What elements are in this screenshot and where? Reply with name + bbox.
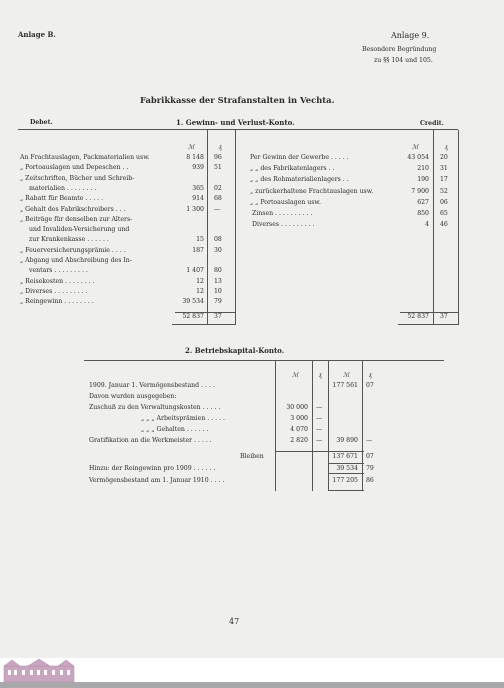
credit-row-pf: 65 — [440, 210, 448, 217]
capital-row-label: Davon wurden ausgegeben: — [89, 393, 177, 400]
debit-row-label: „ Zeitschriften, Bücher und Schreib- — [20, 174, 135, 182]
debit-row-mark: 914 — [192, 195, 204, 203]
capital-row-pf2: 86 — [366, 477, 374, 484]
credit-row-mark: 4 — [425, 221, 429, 229]
debit-row-label: und Invaliden-Versicherung und — [29, 226, 130, 234]
debit-row — [0, 235, 504, 245]
capital-row-pf2: 79 — [366, 465, 374, 472]
debit-row-label: „ Gehalt des Fabrikschreibers . . . — [20, 205, 126, 213]
debit-row — [0, 246, 504, 256]
annex-label-left: Anlage B. — [18, 30, 56, 39]
acc2-sum-rule-2 — [329, 463, 364, 464]
debit-total-pf: 37 — [214, 313, 222, 320]
debit-row — [0, 297, 504, 307]
debit-pf-unit: ₰ — [218, 144, 222, 151]
capital-row-pf1: — — [316, 437, 323, 444]
account1-title: 1. Gewinn- und Verlust-Konto. — [176, 118, 295, 127]
credit-row-label: Diverses . . . . . . . . . — [252, 221, 315, 229]
capital-row-mark1: 3 000 — [290, 415, 308, 422]
capital-row-mark2: 177 561 — [332, 382, 358, 389]
capital-row-label: Hinzu: der Reingewinn pro 1909 . . . . . . — [89, 465, 216, 472]
capital-row — [0, 414, 504, 424]
debit-row-pf: 08 — [214, 236, 222, 244]
debit-row — [0, 266, 504, 276]
credit-row — [0, 175, 504, 185]
capital-row — [0, 403, 504, 413]
credit-row-label: „ „ des Rohmaterialienlagers . . — [250, 176, 349, 184]
capital-row — [0, 381, 504, 391]
debit-row-label: „ Reingewinn . . . . . . . . — [20, 298, 94, 306]
acc2-bottom-rule — [329, 490, 364, 491]
debit-row-label: „ Diverses . . . . . . . . . — [20, 287, 88, 295]
credit-row — [0, 209, 504, 219]
debit-row-label: „ Abgang und Abschreibung des In- — [20, 257, 132, 264]
credit-row-mark: 850 — [417, 210, 429, 217]
debit-row-mark: 939 — [192, 164, 204, 172]
capital-row — [0, 425, 504, 435]
credit-row-label: „ zurückerhaltene Frachtauslagen usw. — [250, 187, 374, 195]
credit-row — [0, 198, 504, 208]
acc2-sum-rule-3 — [329, 473, 364, 474]
credit-row-label: „ „ Portoauslagen usw. — [250, 198, 321, 206]
credit-row-mark: 7 900 — [411, 187, 429, 195]
credit-row-pf: 06 — [440, 198, 448, 206]
credit-row-label: Zinsen . . . . . . . . . . — [252, 210, 313, 217]
credit-row-mark: 190 — [417, 176, 429, 184]
debit-row-pf: 80 — [214, 267, 222, 275]
credit-row — [0, 164, 504, 174]
debit-row-pf: 13 — [214, 277, 222, 285]
credit-total-mark: 52 837 — [407, 313, 429, 320]
annex-label-right: Anlage 9. — [391, 31, 430, 40]
debit-total-mark: 52 837 — [182, 313, 204, 320]
capital-row-pf1: — — [316, 404, 323, 411]
debit-row — [0, 287, 504, 297]
capital-row — [0, 452, 504, 462]
capital-row-label: Vermögensbestand am 1. Januar 1910 . . . . — [89, 477, 225, 484]
credit-pf-unit: ₰ — [444, 144, 448, 151]
acc2-mark-unit-1: ℳ — [291, 372, 299, 379]
capital-row-mark2: 39 890 — [336, 437, 358, 444]
capital-row-pf2: 07 — [366, 453, 374, 460]
debit-row-pf: 10 — [214, 287, 222, 295]
capital-row — [0, 392, 504, 402]
debit-row-label: zur Krankenkasse . . . . . . — [29, 236, 109, 244]
credit-row-pf: 52 — [440, 187, 448, 195]
footer-strip — [0, 682, 504, 688]
credit-row — [0, 153, 504, 163]
credit-row-mark: 210 — [417, 165, 429, 173]
capital-row-mark2: 177 205 — [332, 477, 358, 484]
capital-row-pf2: — — [366, 437, 373, 444]
capital-row — [0, 476, 504, 486]
annex-reference: zu §§ 104 und 105. — [374, 57, 433, 64]
capital-row-label: Gratifikation an die Werkmeister . . . . . — [89, 437, 212, 444]
acc2-sum-rule-1 — [276, 451, 364, 452]
page-number: 47 — [229, 617, 240, 626]
capital-row-label: Bleiben — [240, 453, 264, 460]
capital-row-pf2: 07 — [366, 382, 374, 389]
credit-mark-unit: ℳ — [411, 144, 419, 151]
credit-row-pf: 17 — [440, 176, 448, 184]
capital-row-pf1: — — [316, 415, 323, 422]
credit-row-label: „ „ des Fabrikatenlagers . . — [250, 165, 335, 173]
credit-row-pf: 46 — [440, 221, 448, 229]
debit-row-label: ventars . . . . . . . . . — [29, 267, 88, 275]
debit-row-label: materialien . . . . . . . . — [29, 184, 97, 192]
credit-row-label: Per Gewinn der Gewerbe . . . . . — [250, 154, 349, 161]
capital-row-label: Zuschuß zu den Verwaltungskosten . . . . . — [89, 404, 221, 411]
debit-row-mark: 39 534 — [182, 298, 204, 306]
document-title: Fabrikkasse der Strafanstalten in Vechta. — [140, 95, 335, 105]
debit-row-mark: 1 407 — [186, 267, 204, 275]
debit-row-mark: 12 — [196, 277, 204, 285]
credit-row-pf: 31 — [440, 165, 448, 173]
debit-row-label: „ Beiträge für denselben zur Alters- — [20, 215, 133, 223]
debit-row-label: „ Portoauslagen und Depeschen . . — [20, 164, 129, 172]
capital-row-mark1: 4 070 — [290, 426, 308, 433]
acc2-mark-unit-2: ℳ — [342, 372, 350, 379]
debit-row-label: „ Reisekosten . . . . . . . . — [20, 277, 95, 285]
credit-label: Credit. — [420, 120, 444, 127]
capital-row — [0, 464, 504, 474]
debit-row-mark: 1 300 — [186, 205, 204, 213]
account2-title: 2. Betriebskapital-Konto. — [185, 346, 285, 355]
debit-row-label: „ Feuerversicherungsprämie . . . . — [20, 246, 126, 254]
debit-row-pf: 02 — [214, 184, 222, 192]
acc2-pf-unit-1: ₰ — [318, 372, 322, 379]
debit-row-pf: 30 — [214, 246, 222, 254]
debit-mark-unit: ℳ — [187, 144, 195, 151]
credit-row-mark: 43 054 — [407, 154, 429, 161]
acc2-pf-unit-2: ₰ — [368, 372, 372, 379]
credit-bottom-rule — [398, 324, 458, 325]
credit-row — [0, 220, 504, 230]
debit-row-label: An Frachtauslagen, Packmaterialien usw. — [20, 154, 150, 161]
debit-row-mark: 12 — [196, 287, 204, 295]
debit-row-mark: 8 148 — [186, 154, 204, 161]
credit-total-pf: 37 — [440, 313, 448, 320]
capital-row-pf1: — — [316, 426, 323, 433]
capital-row-label: „ „ „ Arbeitsprämien . . . . . — [141, 415, 225, 422]
debit-row-pf: 96 — [214, 154, 222, 161]
debit-row-label: „ Rabatt für Beamte . . . . . — [20, 195, 104, 203]
credit-row — [0, 187, 504, 197]
capital-row-label: „ „ „ Gehalten . . . . . . — [141, 426, 209, 433]
account2-top-rule — [84, 360, 444, 361]
account1-top-rule — [18, 129, 458, 130]
debit-label: Debet. — [30, 119, 53, 126]
debit-row-pf: — — [214, 205, 221, 213]
debit-row — [0, 277, 504, 287]
debit-bottom-rule — [172, 324, 236, 325]
capital-row-mark1: 2 820 — [290, 437, 308, 444]
debit-row-pf: 51 — [214, 164, 222, 172]
capital-row-label: 1909. Januar 1. Vermögensbestand . . . . — [89, 382, 215, 389]
capital-row-mark2: 39 534 — [336, 465, 358, 472]
debit-row-pf: 79 — [214, 298, 222, 306]
annex-subtitle: Besondere Begründung — [362, 46, 437, 53]
credit-row-mark: 627 — [417, 198, 429, 206]
debit-row-pf: 68 — [214, 195, 222, 203]
debit-row-mark: 365 — [192, 184, 204, 192]
capital-row-mark2: 137 671 — [332, 453, 358, 460]
debit-row-mark: 15 — [196, 236, 204, 244]
debit-row — [0, 256, 504, 266]
capital-row-mark1: 30 000 — [286, 404, 308, 411]
credit-row-pf: 20 — [440, 154, 448, 161]
capital-row — [0, 436, 504, 446]
debit-row-mark: 187 — [192, 246, 204, 254]
